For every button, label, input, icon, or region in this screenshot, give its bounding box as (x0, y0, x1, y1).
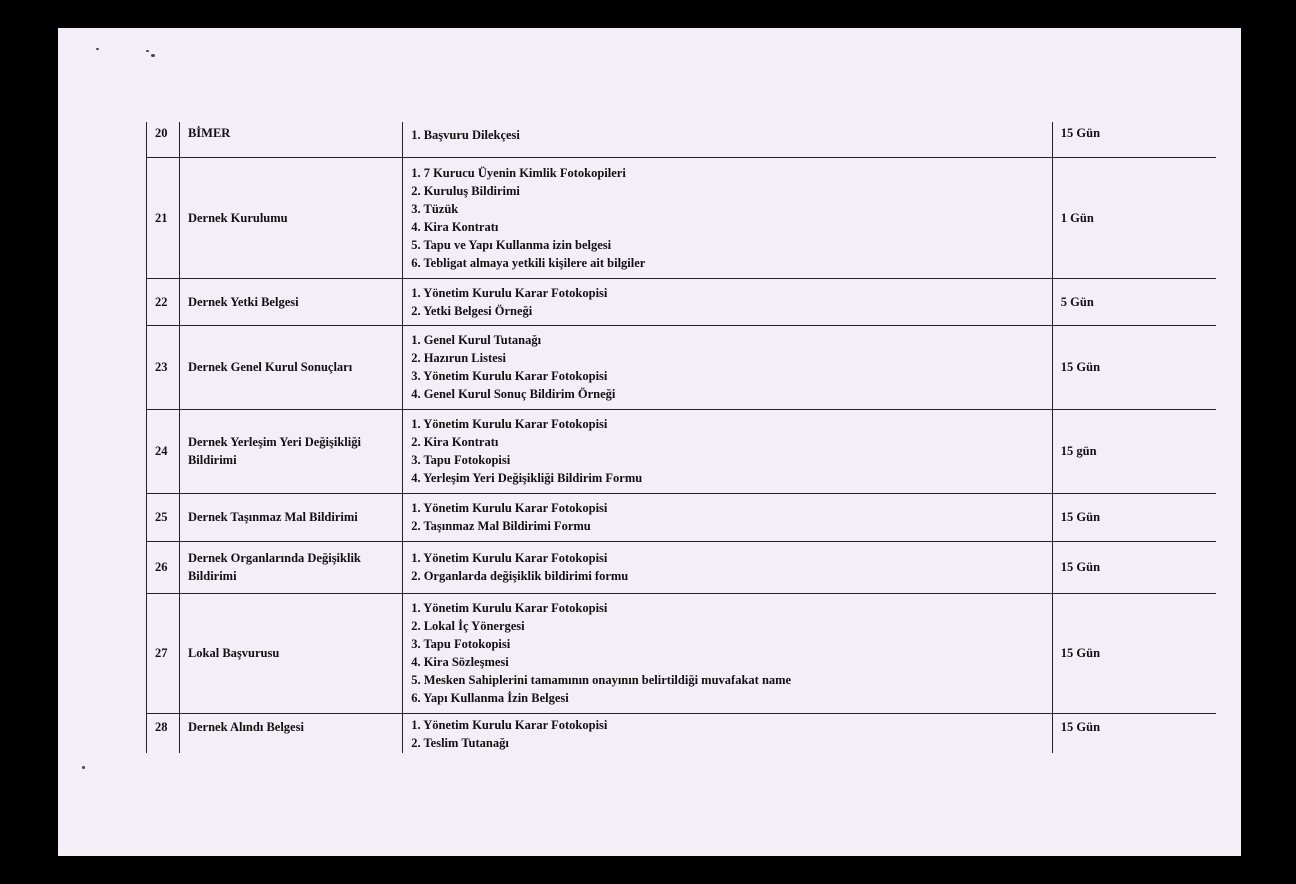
service-name: Lokal Başvurusu (179, 593, 402, 713)
document-item: 1. Genel Kurul Tutanağı (411, 333, 542, 347)
service-name: Dernek Kurulumu (179, 157, 402, 278)
document-item: 3. Tapu Fotokopisi (411, 637, 511, 651)
document-item: 1. Yönetim Kurulu Karar Fotokopisi (411, 285, 608, 300)
document-item: 3. Tapu Fotokopisi (411, 453, 511, 467)
required-documents (403, 409, 1053, 493)
row-number: 28 (147, 713, 180, 753)
completion-time: 15 Gün (1052, 541, 1216, 593)
required-documents (403, 122, 1053, 157)
required-documents (403, 713, 1053, 753)
service-name: Dernek Taşınmaz Mal Bildirimi (179, 493, 402, 541)
document-item: 4. Genel Kurul Sonuç Bildirim Örneği (411, 387, 616, 401)
document-item: 1. Yönetim Kurulu Karar Fotokopisi (411, 551, 608, 565)
row-number: 27 (147, 593, 180, 713)
row-number: 26 (147, 541, 180, 593)
table-row (147, 713, 1217, 753)
required-documents (403, 541, 1053, 593)
document-item: 1. 7 Kurucu Üyenin Kimlik Fotokopileri (411, 165, 626, 180)
table-row (147, 541, 1217, 593)
document-item: 3. Tüzük (411, 201, 459, 216)
completion-time: 15 gün (1052, 409, 1216, 493)
completion-time: 1 Gün (1052, 157, 1216, 278)
document-item: 6. Yapı Kullanma İzin Belgesi (411, 691, 569, 705)
completion-time: 5 Gün (1052, 278, 1216, 325)
document-item: 1. Yönetim Kurulu Karar Fotokopisi (411, 417, 608, 431)
service-name: Dernek Yetki Belgesi (179, 278, 402, 325)
table-row (147, 409, 1217, 493)
completion-time: 15 Gün (1052, 325, 1216, 409)
row-number: 20 (147, 122, 180, 157)
document-item: 4. Yerleşim Yeri Değişikliği Bildirim Formu (411, 471, 643, 485)
document-item: 2. Organlarda değişiklik bildirimi formu (411, 569, 629, 583)
row-number: 25 (147, 493, 180, 541)
table-row (147, 278, 1217, 325)
document-item: 2. Yetki Belgesi Örneği (411, 303, 533, 318)
document-item: 4. Kira Sözleşmesi (411, 655, 509, 669)
service-name: Dernek Organlarında Değişiklik Bildirimi (179, 541, 402, 593)
row-number: 23 (147, 325, 180, 409)
row-number: 21 (147, 157, 180, 278)
document-item: 1. Başvuru Dilekçesi (411, 128, 520, 142)
required-documents (403, 493, 1053, 541)
document-item: 1. Yönetim Kurulu Karar Fotokopisi (411, 717, 608, 732)
document-item: 2. Hazırun Listesi (411, 351, 506, 365)
table-row (147, 122, 1217, 157)
document-item: 4. Kira Kontratı (411, 219, 499, 234)
document-item: 1. Yönetim Kurulu Karar Fotokopisi (411, 501, 608, 515)
table-row (147, 493, 1217, 541)
service-name: Dernek Genel Kurul Sonuçları (179, 325, 402, 409)
required-documents (403, 278, 1053, 325)
document-item: 1. Yönetim Kurulu Karar Fotokopisi (411, 601, 608, 615)
document-item: 2. Taşınmaz Mal Bildirimi Formu (411, 519, 591, 533)
row-number: 22 (147, 278, 180, 325)
document-item: 2. Kira Kontratı (411, 435, 499, 449)
service-name: Dernek Yerleşim Yeri Değişikliği Bildirimi (179, 409, 402, 493)
required-documents (403, 593, 1053, 713)
required-documents (403, 157, 1053, 278)
table-row (147, 157, 1217, 278)
document-item: 5. Mesken Sahiplerini tamamının onayının belirtildiği muvafakat name (411, 673, 792, 687)
services-table (146, 122, 1216, 753)
document-item: 3. Yönetim Kurulu Karar Fotokopisi (411, 369, 608, 383)
row-number: 24 (147, 409, 180, 493)
document-item: 2. Kuruluş Bildirimi (411, 183, 520, 198)
service-name: Dernek Alındı Belgesi (179, 713, 402, 753)
completion-time: 15 Gün (1052, 593, 1216, 713)
completion-time: 15 Gün (1052, 122, 1216, 157)
document-item: 5. Tapu ve Yapı Kullanma izin belgesi (411, 237, 612, 252)
document-item: 2. Teslim Tutanağı (411, 735, 509, 750)
table-row (147, 593, 1217, 713)
document-item: 2. Lokal İç Yönergesi (411, 619, 525, 633)
required-documents (403, 325, 1053, 409)
table-row (147, 325, 1217, 409)
service-name: BİMER (179, 122, 402, 157)
document-item: 6. Tebligat almaya yetkili kişilere ait bilgiler (411, 255, 646, 270)
completion-time: 15 Gün (1052, 493, 1216, 541)
completion-time: 15 Gün (1052, 713, 1216, 753)
